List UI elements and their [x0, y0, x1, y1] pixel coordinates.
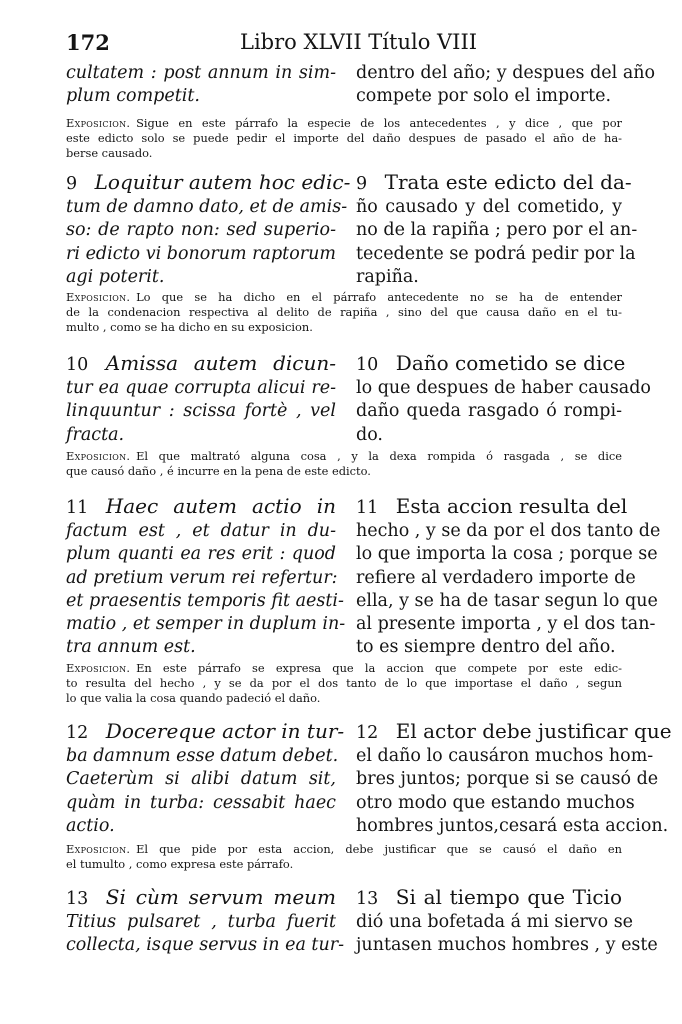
text-line — [356, 745, 654, 768]
text-span: Titius pulsaret , turba fuerit — [66, 912, 336, 933]
spanish-column — [356, 170, 638, 289]
text-span: Trata este edicto del da- — [384, 170, 632, 194]
paragraph-number: 13 — [66, 889, 89, 909]
text-span: actio. — [66, 815, 115, 836]
note-text: este edicto solo se puede pedir el importe del daño despues de pasado el año de ha- — [66, 131, 622, 146]
text-line — [66, 377, 336, 400]
text-span: ella, y se ha de tasar segun lo que — [356, 590, 658, 611]
note-line — [66, 305, 622, 320]
text-line — [356, 520, 661, 543]
text-span: dentro del año; y despues del año — [356, 63, 656, 83]
text-line — [356, 815, 669, 838]
latin-column — [66, 62, 336, 108]
text-line — [356, 934, 658, 957]
text-span: Haec autem actio in — [105, 494, 336, 518]
text-span: compete por solo el importe. — [356, 86, 612, 107]
note-text: to resulta del hecho , y se da por el dos tanto de lo que importase el daño , segun — [66, 676, 622, 691]
text-line — [356, 219, 638, 242]
latin-column — [66, 352, 336, 447]
text-line — [66, 85, 336, 108]
note-text: que causó daño , é incurre en la pena de este edicto. — [66, 464, 371, 479]
text-span: dió una bofetada á mi siervo se — [356, 912, 634, 933]
paragraph-number: 10 — [66, 355, 89, 375]
text-span: Esta accion resulta del — [395, 494, 628, 518]
spanish-column — [356, 885, 658, 958]
text-span: cultatem : post annum in sim- — [66, 63, 336, 83]
spanish-column — [356, 62, 656, 108]
text-span: do. — [356, 424, 383, 445]
exposicion-label: Exposicion. — [66, 661, 131, 675]
text-span: hombres juntos,cesará esta accion. — [356, 815, 669, 836]
text-span: tra annum est. — [66, 637, 196, 658]
text-span: Amissa autem dicun- — [105, 351, 336, 375]
text-line — [356, 613, 656, 636]
paragraph-number: 9 — [356, 174, 368, 194]
text-span: no de la rapiña ; pero por el an- — [356, 220, 638, 241]
text-span: lo que importa la cosa ; porque se — [356, 544, 658, 565]
text-line — [66, 934, 345, 957]
text-span: collecta, isque servus in ea tur- — [66, 935, 345, 956]
exposicion-note — [66, 290, 622, 336]
note-text: El que maltrató alguna cosa , y la dexa rompida ó rasgada , se dice — [136, 449, 622, 463]
paragraph-number: 11 — [66, 498, 89, 518]
paragraph-number: 12 — [66, 723, 89, 743]
text-line — [356, 400, 622, 423]
text-span: et praesentis temporis fit aesti- — [66, 590, 344, 611]
note-line — [66, 320, 622, 335]
text-span: ad pretium verum rei refertur: — [66, 567, 338, 588]
spanish-column — [356, 719, 672, 838]
text-line — [66, 613, 346, 636]
text-span: El actor debe justificar que — [395, 719, 672, 743]
exposicion-label: Exposicion. — [66, 290, 131, 304]
text-line — [66, 170, 351, 196]
text-span: hecho , y se da por el dos tanto de — [356, 521, 661, 542]
running-title: Libro XLVII Título VIII — [240, 30, 478, 54]
note-text: En este párrafo se expresa que la accion que compete por este edic- — [136, 661, 622, 675]
text-line — [356, 266, 622, 289]
text-line — [356, 62, 656, 85]
latin-column — [66, 885, 345, 958]
note-line — [66, 464, 622, 479]
note-line — [66, 131, 622, 146]
text-line — [356, 590, 658, 613]
text-span: otro modo que estando muchos — [356, 792, 635, 813]
text-span: bres juntos; porque si se causó de — [356, 769, 659, 790]
text-span: Caeterùm si alibi datum sit, — [66, 769, 336, 790]
latin-column — [66, 494, 346, 659]
text-span: Si al tiempo que Ticio — [395, 885, 622, 909]
text-span: al presente importa , y el dos tan- — [356, 614, 656, 635]
text-span: Docereque actor in tur- — [105, 719, 345, 743]
note-line — [66, 116, 622, 131]
text-line — [66, 196, 348, 219]
note-text: de la condenacion respectiva al delito de rapiña , sino del que causa daño en el tu- — [66, 305, 622, 320]
text-line — [356, 911, 634, 934]
paragraph-number: 11 — [356, 498, 379, 518]
text-line — [66, 424, 336, 447]
text-line — [356, 351, 626, 377]
exposicion-note — [66, 661, 622, 707]
text-span: rapiña. — [356, 266, 419, 287]
page-number: 172 — [66, 30, 110, 55]
note-line — [66, 691, 622, 706]
text-line — [66, 520, 336, 543]
text-line — [66, 400, 336, 423]
note-line — [66, 842, 622, 857]
text-line — [66, 815, 336, 838]
text-span: matio , et semper in duplum in- — [66, 614, 346, 635]
text-span: fracta. — [66, 424, 125, 445]
text-line — [356, 886, 622, 911]
text-line — [356, 243, 636, 266]
note-line — [66, 449, 622, 464]
page-header — [66, 30, 626, 56]
text-line — [66, 243, 336, 266]
text-line — [66, 590, 344, 613]
note-text: multo , como se ha dicho en su exposicion. — [66, 320, 313, 335]
text-span: plum quanti ea res erit : quod — [66, 544, 336, 565]
text-span: to es siempre dentro del año. — [356, 637, 616, 658]
text-line — [66, 636, 336, 659]
spanish-column — [356, 351, 651, 447]
paragraph-number: 12 — [356, 723, 379, 743]
note-line — [66, 661, 622, 676]
text-line — [66, 495, 336, 520]
exposicion-note — [66, 449, 622, 479]
text-span: el daño lo causáron muchos hom- — [356, 746, 654, 767]
text-line — [356, 85, 622, 108]
text-span: plum competit. — [66, 86, 200, 107]
text-span: refiere al verdadero importe de — [356, 567, 636, 588]
text-line — [66, 745, 339, 768]
text-span: agi poterit. — [66, 266, 165, 287]
text-line — [356, 494, 628, 520]
text-span: daño queda rasgado ó rompi- — [356, 401, 622, 422]
text-span: juntasen muchos hombres , y este — [356, 935, 658, 956]
note-line — [66, 290, 622, 305]
note-text: Sigue en este párrafo la especie de los antecedentes , y dice , que por — [136, 116, 622, 130]
latin-column — [66, 170, 351, 289]
text-span: lo que despues de haber causado — [356, 378, 651, 399]
text-line — [66, 352, 336, 377]
note-text: Lo que se ha dicho en el párrafo antecedente no se ha de entender — [136, 290, 622, 304]
text-line — [66, 792, 336, 815]
text-span: ba damnum esse datum debet. — [66, 746, 339, 767]
text-span: factum est , et datur in du- — [66, 521, 336, 542]
text-line — [66, 219, 336, 242]
spanish-column — [356, 494, 661, 659]
exposicion-note — [66, 842, 622, 872]
text-line — [66, 719, 345, 745]
text-line — [356, 719, 672, 745]
text-span: tur ea quae corrupta alicui re- — [66, 378, 336, 399]
text-line — [66, 911, 336, 934]
text-line — [356, 636, 622, 659]
text-span: Daño cometido se dice — [395, 351, 626, 375]
text-line — [356, 196, 622, 219]
text-span: so: de rapto non: sed superio- — [66, 220, 336, 241]
text-line — [356, 768, 659, 791]
note-text: el tumulto , como expresa este párrafo. — [66, 857, 294, 872]
text-line — [66, 266, 336, 289]
note-line — [66, 676, 622, 691]
exposicion-label: Exposicion. — [66, 116, 131, 130]
text-span: Loquitur autem hoc edic- — [94, 170, 351, 194]
text-span: ño causado y del cometido, y — [356, 197, 622, 218]
latin-column — [66, 719, 345, 838]
text-span: tecedente se podrá pedir por la — [356, 243, 636, 264]
text-line — [66, 768, 336, 791]
text-line — [356, 792, 635, 815]
paragraph-number: 9 — [66, 174, 78, 194]
text-span: quàm in turba: cessabit haec — [66, 792, 336, 813]
text-line — [356, 424, 622, 447]
exposicion-label: Exposicion. — [66, 842, 131, 856]
text-line — [66, 62, 336, 85]
paragraph-number: 10 — [356, 355, 379, 375]
note-text: lo que valia la cosa quando padeció el daño. — [66, 691, 321, 706]
text-span: tum de damno dato, et de amis- — [66, 197, 348, 218]
text-span: ri edicto vi bonorum raptorum — [66, 243, 336, 264]
text-line — [356, 543, 658, 566]
exposicion-note — [66, 116, 622, 162]
text-line — [66, 567, 336, 590]
paragraph-number: 13 — [356, 889, 379, 909]
text-line — [356, 170, 632, 196]
text-line — [356, 567, 636, 590]
note-line — [66, 146, 622, 161]
note-text: El que pide por esta accion, debe justificar que se causó el daño en — [136, 842, 622, 856]
note-text: berse causado. — [66, 146, 153, 161]
text-span: linquuntur : scissa fortè , vel — [66, 401, 336, 422]
text-line — [66, 543, 336, 566]
text-line — [66, 886, 336, 911]
text-line — [356, 377, 651, 400]
exposicion-label: Exposicion. — [66, 449, 131, 463]
text-span: Si cùm servum meum — [105, 885, 336, 909]
note-line — [66, 857, 622, 872]
